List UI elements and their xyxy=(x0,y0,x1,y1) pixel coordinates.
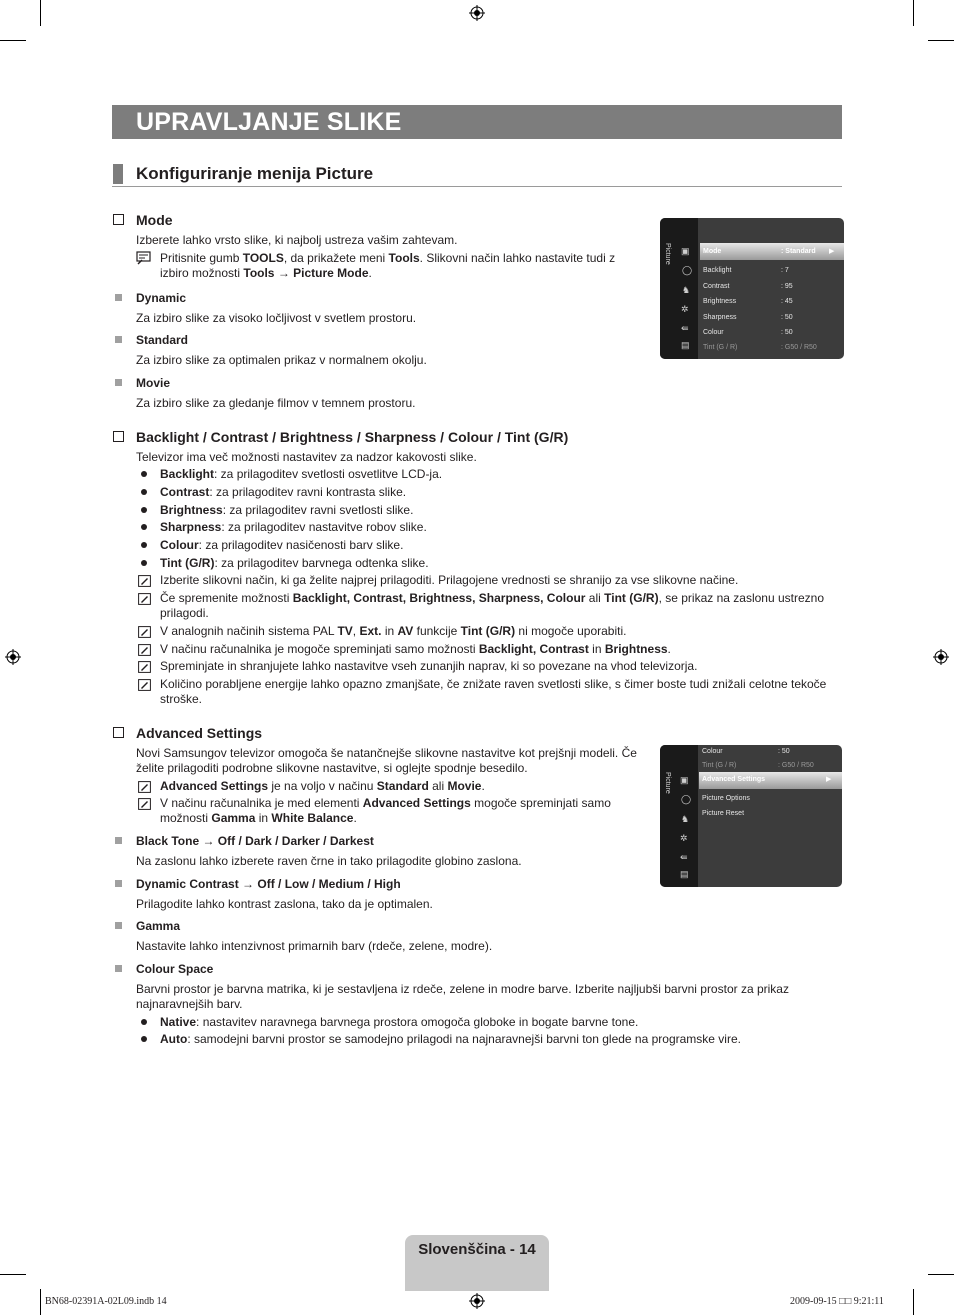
crop-mark xyxy=(928,40,954,41)
osd-highlight-row xyxy=(700,243,844,260)
dot-bullet-icon xyxy=(141,1036,147,1042)
mode-heading: Mode xyxy=(136,212,173,228)
osd-row-label: Brightness xyxy=(703,298,737,305)
mode-item-name: Dynamic xyxy=(136,291,187,305)
sound-icon: ◯ xyxy=(682,265,693,275)
osd-row-value: : 45 xyxy=(781,298,793,305)
print-date-info: 2009-09-15 □□ 9:21:11 xyxy=(790,1296,884,1307)
advanced-item-name: Dynamic Contrast → Off / Low / Medium / High xyxy=(136,877,401,891)
advanced-item-desc: Prilagodite lahko kontrast zaslona, tako da je optimalen. xyxy=(136,897,433,911)
note-icon xyxy=(138,593,151,605)
osd-side-label: Picture xyxy=(664,243,671,265)
osd-row-label: Backlight xyxy=(703,267,732,274)
mode-intro: Izberete lahko vrsto slike, ki najbolj ustreza vašim zahtevam. xyxy=(136,233,458,247)
setup-icon: ✲ xyxy=(680,833,688,843)
osd-row-label: Colour xyxy=(703,329,724,336)
mode-item-desc: Za izbiro slike za optimalen prikaz v normalnem okolju. xyxy=(136,353,427,367)
advanced-settings-menu-screenshot xyxy=(660,745,842,887)
dot-bullet-icon xyxy=(141,471,147,477)
osd-row-value: : G50 / R50 xyxy=(778,762,814,769)
crop-mark xyxy=(0,1274,26,1275)
channel-icon: ♞ xyxy=(681,814,690,824)
support-icon: ▤ xyxy=(681,340,690,350)
dot-bullet-icon xyxy=(141,1019,147,1025)
dot-bullet-icon xyxy=(141,489,147,495)
dot-bullet-icon xyxy=(141,507,147,513)
tools-note-icon xyxy=(136,251,152,265)
advanced-item-desc: Barvni prostor je barvna matrika, ki je sestavljena iz rdeče, zelene in modre barve. Izberite najljubši barvni prostor za prikaz najnaravnejših barv. xyxy=(136,982,789,1011)
backlight-bullet: Contrast: za prilagoditev ravni kontrasta slike. xyxy=(160,485,407,499)
mode-item-name: Standard xyxy=(136,333,189,347)
backlight-note: Spreminjate in shranjujete lahko nastavitve vseh zunanjih naprav, ki so povezane na vhod televizorja. xyxy=(160,659,698,673)
setup-icon: ✲ xyxy=(681,304,689,314)
checkbox-bullet-icon xyxy=(113,727,124,738)
square-bullet-icon xyxy=(115,880,122,887)
advanced-item-desc: Nastavite lahko intenzivnost primarnih barv (rdeče, zelene, modre). xyxy=(136,939,493,953)
support-icon: ▤ xyxy=(680,869,689,879)
osd-sidebar xyxy=(660,218,698,359)
registration-mark-icon xyxy=(933,649,949,665)
section-marker xyxy=(113,164,123,184)
mode-item-desc: Za izbiro slike za gledanje filmov v temnem prostoru. xyxy=(136,396,416,410)
osd-side-label: Picture xyxy=(664,772,671,794)
backlight-bullet: Colour: za prilagoditev nasičenosti barv slike. xyxy=(160,538,404,552)
advanced-item-name: Colour Space xyxy=(136,962,214,976)
picture-icon: ▣ xyxy=(680,775,689,785)
dot-bullet-icon xyxy=(141,524,147,530)
square-bullet-icon xyxy=(115,336,122,343)
square-bullet-icon xyxy=(115,922,122,929)
square-bullet-icon xyxy=(115,379,122,386)
page-title: UPRAVLJANJE SLIKE xyxy=(136,108,402,136)
registration-mark-icon xyxy=(469,5,485,21)
note-icon xyxy=(138,644,151,656)
note-icon xyxy=(138,781,151,793)
backlight-note: V analognih načinih sistema PAL TV, Ext. in AV funkcije Tint (G/R) ni mogoče uporabiti. xyxy=(160,624,627,638)
arrow-right-icon: ▶ xyxy=(829,248,835,255)
backlight-note: Količino porabljene energije lahko opazno zmanjšate, če znižate raven svetlosti slike, s čimer boste tudi znižali celotne tekoče stroške. xyxy=(160,677,827,706)
section-title: Konfiguriranje menija Picture xyxy=(136,164,374,183)
print-file-info: BN68-02391A-02L09.indb 14 xyxy=(45,1296,167,1307)
advanced-note: Advanced Settings je na voljo v načinu Standard ali Movie. xyxy=(160,779,485,793)
input-icon: ⇚ xyxy=(680,852,688,862)
osd-row-value: : Standard xyxy=(781,248,816,255)
advanced-item-name: Black Tone → Off / Dark / Darker / Darkest xyxy=(136,834,374,848)
page-number: Slovenščina - 14 xyxy=(418,1241,536,1258)
section-divider xyxy=(112,186,842,187)
osd-row-label: Mode xyxy=(703,248,722,255)
crop-mark xyxy=(40,1289,41,1315)
note-icon xyxy=(138,626,151,638)
backlight-bullet: Backlight: za prilagoditev svetlosti osvetlitve LCD-ja. xyxy=(160,467,443,481)
backlight-note: V načinu računalnika je mogoče spreminjati samo možnosti Backlight, Contrast in Brightness. xyxy=(160,642,671,656)
osd-row-value: : 95 xyxy=(781,283,793,290)
registration-mark-icon xyxy=(469,1293,485,1309)
osd-row-label: Picture Options xyxy=(702,795,750,802)
square-bullet-icon xyxy=(115,837,122,844)
backlight-intro: Televizor ima več možnosti nastavitev za nadzor kakovosti slike. xyxy=(136,450,477,464)
crop-mark xyxy=(40,0,41,26)
backlight-heading: Backlight / Contrast / Brightness / Sharpness / Colour / Tint (G/R) xyxy=(136,429,569,445)
note-icon xyxy=(138,679,151,691)
dot-bullet-icon xyxy=(141,560,147,566)
osd-row-label: Tint (G / R) xyxy=(702,762,737,769)
osd-row-value: : 50 xyxy=(781,314,793,321)
square-bullet-icon xyxy=(115,294,122,301)
sound-icon: ◯ xyxy=(681,794,692,804)
crop-mark xyxy=(928,1274,954,1275)
osd-row-value: : G50 / R50 xyxy=(781,344,817,351)
advanced-intro: Novi Samsungov televizor omogoča še natančnejše slikovne nastavitve kot prejšnji modeli. Če želite prilagoditi podrobne slikovne nastavitve, si oglejte spodnje besedilo. xyxy=(136,746,637,775)
osd-row-label: Sharpness xyxy=(703,314,737,321)
backlight-note: Če spremenite možnosti Backlight, Contrast, Brightness, Sharpness, Colour ali Tint (G/R), se prikaz na zaslonu ustrezno prilagodi. xyxy=(160,591,824,620)
osd-row-label: Colour xyxy=(702,748,723,755)
advanced-item-desc: Na zaslonu lahko izberete raven črne in tako prilagodite globino zaslona. xyxy=(136,854,522,868)
registration-mark-icon xyxy=(5,649,21,665)
square-bullet-icon xyxy=(115,965,122,972)
arrow-right-icon: ▶ xyxy=(826,776,832,783)
backlight-bullet: Tint (G/R): za prilagoditev barvnega odtenka slike. xyxy=(160,556,429,570)
checkbox-bullet-icon xyxy=(113,214,124,225)
osd-row-value: : 50 xyxy=(778,748,790,755)
backlight-bullet: Sharpness: za prilagoditev nastavitve robov slike. xyxy=(160,520,427,534)
picture-icon: ▣ xyxy=(681,246,690,256)
dot-bullet-icon xyxy=(141,542,147,548)
osd-row-value: : 50 xyxy=(781,329,793,336)
mode-tools-note: Pritisnite gumb TOOLS, da prikažete meni Tools. Slikovni način lahko nastavite tudi z izbiro možnosti Tools → Picture Mode. xyxy=(160,251,616,280)
osd-row-label: Picture Reset xyxy=(702,810,745,817)
advanced-note: V načinu računalnika je med elementi Advanced Settings mogoče spreminjati samo možnosti Gamma in White Balance. xyxy=(160,796,611,825)
crop-mark xyxy=(913,1289,914,1315)
osd-row-label: Tint (G / R) xyxy=(703,344,738,351)
note-icon xyxy=(138,661,151,673)
osd-sidebar xyxy=(660,745,698,887)
mode-item-name: Movie xyxy=(136,376,171,390)
checkbox-bullet-icon xyxy=(113,431,124,442)
note-icon xyxy=(138,575,151,587)
picture-menu-screenshot xyxy=(660,218,844,359)
crop-mark xyxy=(913,0,914,26)
crop-mark xyxy=(0,40,26,41)
advanced-item-name: Gamma xyxy=(136,919,181,933)
input-icon: ⇚ xyxy=(681,323,689,333)
colour-space-bullet: Native: nastavitev naravnega barvnega prostora omogoča globoke in bogate barvne tone. xyxy=(160,1015,639,1029)
mode-item-desc: Za izbiro slike za visoko ločljivost v svetlem prostoru. xyxy=(136,311,417,325)
osd-row-value: : 7 xyxy=(781,267,789,274)
advanced-heading: Advanced Settings xyxy=(136,725,263,741)
backlight-note: Izberite slikovni način, ki ga želite najprej prilagoditi. Prilagojene vrednosti se shranijo za vse slikovne načine. xyxy=(160,573,739,587)
channel-icon: ♞ xyxy=(682,285,691,295)
osd-row-label: Advanced Settings xyxy=(702,776,766,783)
note-icon xyxy=(138,798,151,810)
osd-row-label: Contrast xyxy=(703,283,730,290)
colour-space-bullet: Auto: samodejni barvni prostor se samodejno prilagodi na najnaravnejši barvni ton glede na programske vire. xyxy=(160,1032,741,1046)
backlight-bullet: Brightness: za prilagoditev ravni svetlosti slike. xyxy=(160,503,414,517)
